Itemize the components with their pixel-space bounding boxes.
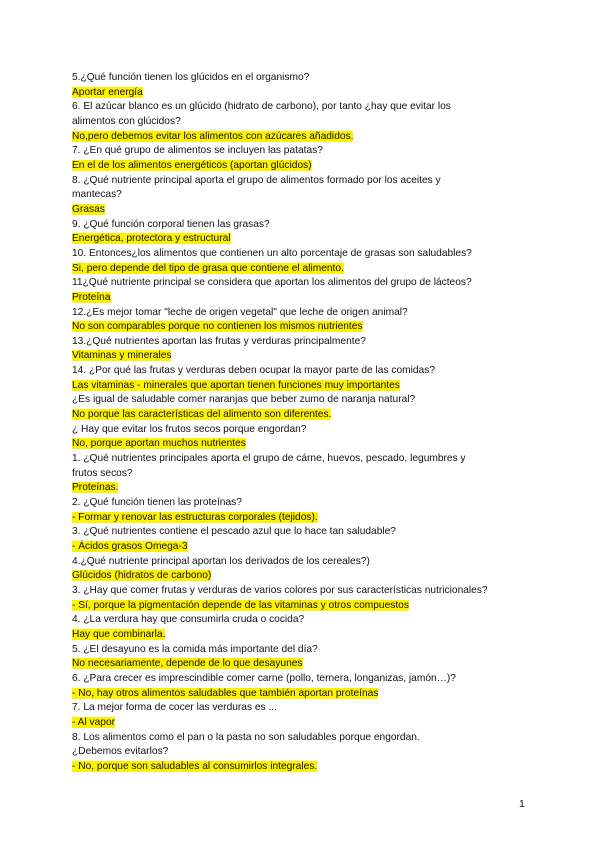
question-text: 3. ¿Hay que comer frutas y verduras de varios colores por sus características nutricionales? (72, 584, 488, 596)
highlighted-answer-text: No, porque aportan muchos nutrientes (72, 438, 246, 450)
question-line (72, 731, 542, 746)
answer-line (72, 437, 542, 452)
question-line (72, 452, 542, 467)
highlighted-answer-text: Vitaminas y minerales (72, 350, 172, 362)
highlighted-answer-text: - No, hay otros alimentos saludables que también aportan proteínas (72, 687, 379, 699)
question-text: mantecas? (72, 189, 122, 201)
question-line (72, 423, 542, 438)
highlighted-answer-text: No son comparables porque no contienen los mismos nutrientes (72, 321, 363, 333)
question-text: ¿Es igual de saludable comer naranjas que beber zumo de naranja natural? (72, 394, 416, 406)
question-text: frutos secos? (72, 467, 133, 479)
question-line (72, 276, 542, 291)
highlighted-answer-text: - Al vapor (72, 716, 116, 728)
answer-line (72, 760, 542, 775)
answer-line (72, 540, 542, 555)
question-line (72, 672, 542, 687)
question-line (72, 613, 542, 628)
question-line (72, 745, 542, 760)
answer-line (72, 569, 542, 584)
highlighted-answer-text: Glúcidos (hidratos de carbono) (72, 570, 212, 582)
question-line (72, 174, 542, 189)
question-text: 10. Entonces¿los alimentos que contienen un alto porcentaje de grasas son saludables? (72, 247, 472, 259)
answer-line (72, 262, 542, 277)
page-number: 1 (519, 798, 525, 810)
question-text: 4.¿Qué nutriente principal aportan los derivados de los cereales?) (72, 555, 370, 567)
question-text: 8. Los alimentos como el pan o la pasta no son saludables porque engordan. (72, 731, 420, 743)
question-line (72, 584, 542, 599)
answer-line (72, 232, 542, 247)
question-text: 2. ¿Qué función tienen las proteínas? (72, 497, 242, 509)
question-line (72, 335, 542, 350)
question-text: 5.¿Qué función tienen los glúcidos en el organismo? (72, 72, 310, 83)
answer-line (72, 203, 542, 218)
highlighted-answer-text: Grasas (72, 203, 105, 215)
question-line (72, 364, 542, 379)
question-text: ¿ Hay que evitar los frutos secos porque engordan? (72, 423, 307, 435)
question-line (72, 555, 542, 570)
question-line (72, 247, 542, 262)
highlighted-answer-text: Si, pero depende del tipo de grasa que contiene el alimento. (72, 262, 344, 274)
question-line (72, 393, 542, 408)
document-body (72, 71, 542, 775)
answer-line (72, 130, 542, 145)
question-text: 13.¿Qué nutrientes aportan las frutas y verduras principalmente? (72, 335, 366, 347)
question-line (72, 467, 542, 482)
answer-line (72, 159, 542, 174)
question-line (72, 71, 542, 86)
question-line (72, 701, 542, 716)
answer-line (72, 408, 542, 423)
highlighted-answer-text: No porque las características del alimento son diferentes. (72, 409, 332, 421)
question-line (72, 100, 542, 115)
question-text: 14. ¿Por qué las frutas y verduras deben ocupar la mayor parte de las comidas? (72, 365, 435, 377)
answer-line (72, 349, 542, 364)
question-text: 6. El azúcar blanco es un glúcido (hidrato de carbono), por tanto ¿hay que evitar los (72, 101, 451, 113)
highlighted-answer-text: Proteína (72, 291, 111, 303)
highlighted-answer-text: Proteínas. (72, 482, 119, 494)
answer-line (72, 481, 542, 496)
question-line (72, 496, 542, 511)
question-line (72, 115, 542, 130)
answer-line (72, 628, 542, 643)
answer-line (72, 86, 542, 101)
question-text: 3. ¿Qué nutrientes contiene el pescado azul que lo hace tan saludable? (72, 526, 396, 538)
answer-line (72, 379, 542, 394)
highlighted-answer-text: Hay que combinarla. (72, 628, 166, 640)
highlighted-answer-text: Aportar energía (72, 86, 143, 98)
answer-line (72, 657, 542, 672)
question-text: 8. ¿Qué nutriente principal aporta el grupo de alimentos formado por los aceites y (72, 174, 441, 186)
question-text: 7. ¿En qué grupo de alimentos se incluyen las patatas? (72, 145, 323, 157)
question-line (72, 188, 542, 203)
answer-line (72, 716, 542, 731)
question-text: ¿Debemos evitarlos? (72, 746, 169, 758)
question-text: 5. ¿El desayuno es la comida más importante del día? (72, 643, 318, 655)
answer-line (72, 511, 542, 526)
question-line (72, 306, 542, 321)
question-text: 6. ¿Para crecer es imprescindible comer carne (pollo, ternera, longanizas, jamón…)? (72, 672, 456, 684)
question-text: 12.¿Es mejor tomar "leche de origen vegetal" que leche de origen animal? (72, 306, 408, 318)
question-line (72, 643, 542, 658)
answer-line (72, 687, 542, 702)
question-text: 9. ¿Qué función corporal tienen las grasas? (72, 218, 270, 230)
highlighted-answer-text: - No, porque son saludables al consumirlos integrales. (72, 760, 318, 772)
highlighted-answer-text: No,pero debemos evitar los alimentos con azúcares añadidos. (72, 130, 354, 142)
highlighted-answer-text: Las vitaminas - minerales que aportan tienen funciones muy importantes (72, 379, 400, 391)
highlighted-answer-text: Energética, protectora y estructural (72, 233, 231, 245)
question-text: 7. La mejor forma de cocer las verduras es ... (72, 702, 277, 714)
question-line (72, 218, 542, 233)
answer-line (72, 320, 542, 335)
question-text: 11¿Qué nutriente principal se considera que aportan los alimentos del grupo de lácteos? (72, 277, 472, 289)
answer-line (72, 291, 542, 306)
question-line (72, 144, 542, 159)
question-text: 1. ¿Qué nutrientes principales aporta el grupo de cárne, huevos, pescado, legumbres y (72, 453, 466, 465)
question-text: 4. ¿La verdura hay que consumirla cruda o cocida? (72, 614, 305, 626)
question-line (72, 525, 542, 540)
highlighted-answer-text: En el de los alimentos energéticos (aportan glúcidos) (72, 159, 312, 171)
highlighted-answer-text: - Formar y renovar las estructuras corporales (tejidos). (72, 511, 318, 523)
highlighted-answer-text: No necesariamente, depende de lo que desayunes (72, 658, 303, 670)
highlighted-answer-text: - Sí, porque la pigmentación depende de las vitaminas y otros compuestos (72, 599, 409, 611)
question-text: alimentos con glúcidos? (72, 115, 181, 127)
answer-line (72, 599, 542, 614)
highlighted-answer-text: - Ácidos grasos Omega-3 (72, 541, 188, 552)
